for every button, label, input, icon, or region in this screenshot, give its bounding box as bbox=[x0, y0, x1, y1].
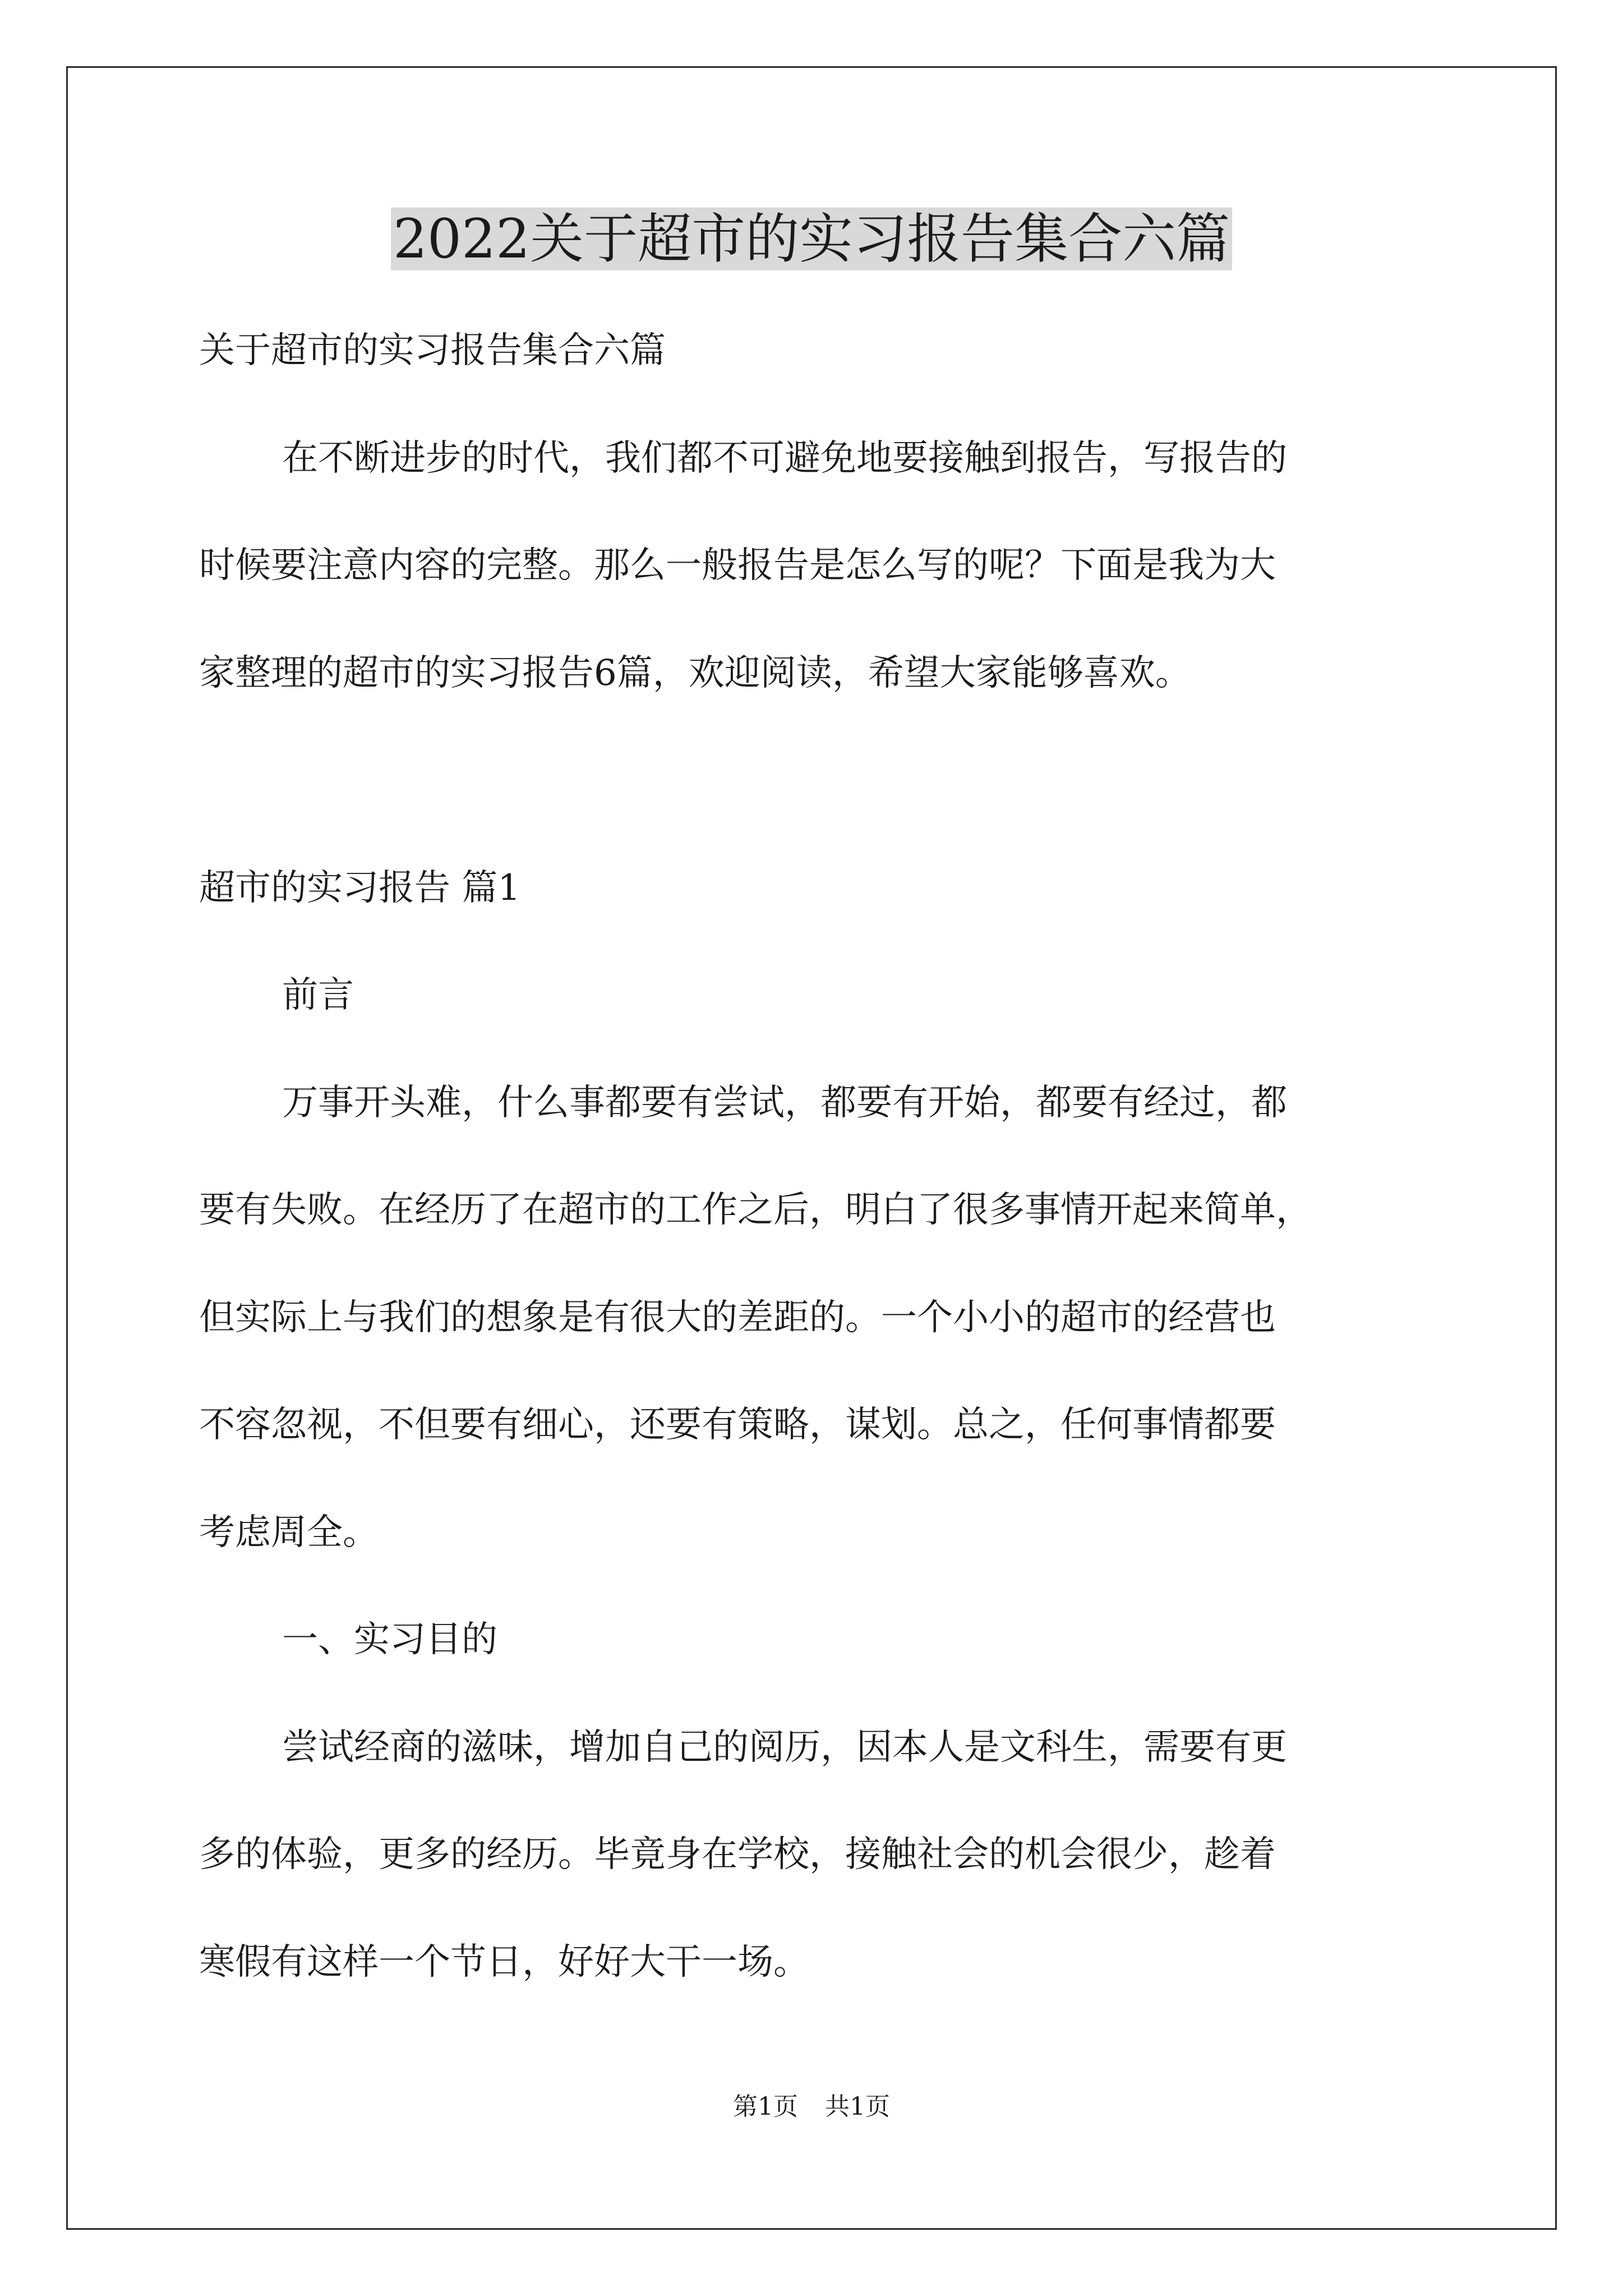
body-line: 不容忽视，不但要有细心，还要有策略，谋划。总之，任何事情都要 bbox=[199, 1404, 1276, 1446]
body-line: 多的体验，更多的经历。毕竟身在学校，接触社会的机会很少，趁着 bbox=[199, 1834, 1276, 1875]
section-heading: 超市的实习报告 篇1 bbox=[199, 867, 521, 909]
body-line: 要有失败。在经历了在超市的工作之后，明白了很多事情开起来简单， bbox=[199, 1189, 1312, 1231]
paragraph-gap bbox=[199, 741, 1483, 849]
body-line: 在不断进步的时代，我们都不可避免地要接触到报告，写报告的 bbox=[282, 437, 1287, 479]
body-line: 家整理的超市的实习报告6篇，欢迎阅读，希望大家能够喜欢。 bbox=[199, 652, 1191, 694]
document-title-text: 2022关于超市的实习报告集合六篇 bbox=[391, 208, 1232, 270]
body-line: 考虑周全。 bbox=[199, 1511, 379, 1553]
body-line: 时候要注意内容的完整。那么一般报告是怎么写的呢？下面是我为大 bbox=[199, 545, 1276, 586]
subsection-heading: 前言 bbox=[282, 974, 354, 1016]
body-line: 但实际上与我们的想象是有很大的差距的。一个小小的超市的经营也 bbox=[199, 1296, 1276, 1338]
subsection-heading: 一、实习目的 bbox=[282, 1619, 497, 1660]
body-line: 尝试经商的滋味，增加自己的阅历，因本人是文科生，需要有更 bbox=[282, 1726, 1287, 1768]
page-number-current: 第1页 bbox=[733, 2092, 798, 2121]
subtitle-line: 关于超市的实习报告集合六篇 bbox=[199, 330, 666, 371]
body-line: 寒假有这样一个节日，好好大干一场。 bbox=[199, 1941, 809, 1983]
page-number-total: 共1页 bbox=[825, 2092, 890, 2121]
document-title bbox=[0, 200, 1623, 278]
document-body bbox=[199, 311, 1483, 2030]
page-footer bbox=[0, 2090, 1623, 2124]
body-line: 万事开头难，什么事都要有尝试，都要有开始，都要有经过，都 bbox=[282, 1082, 1287, 1124]
